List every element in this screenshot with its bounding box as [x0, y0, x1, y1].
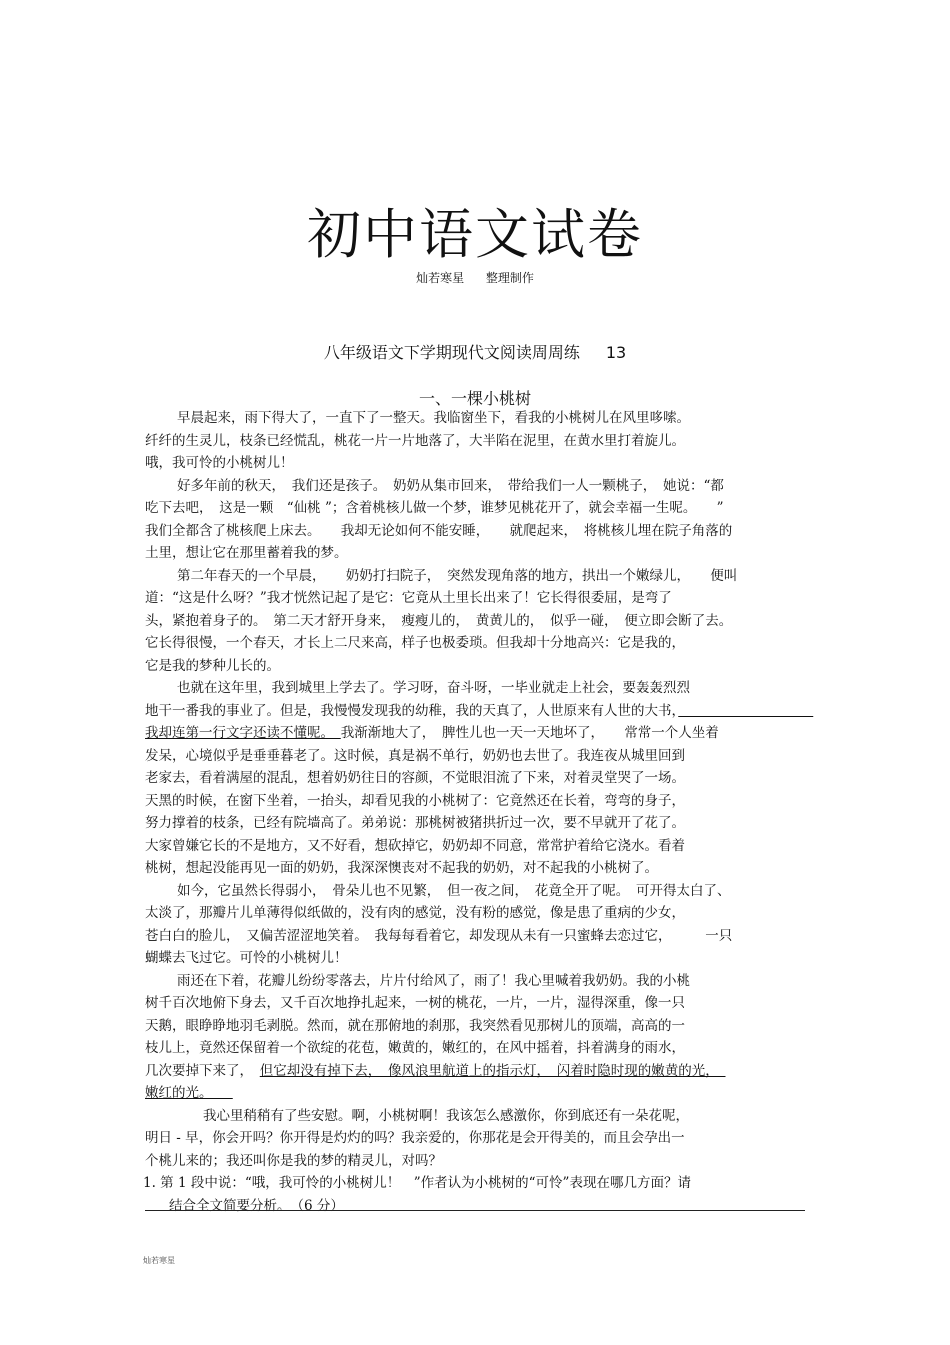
line-text: 明日 - 早，你会开吗？你开得是灼灼的吗？我亲爱的，你那花是会开得美的，而且会孕出一 [145, 1130, 685, 1146]
page-footer: 灿若寒星 [143, 1256, 175, 1265]
passage-line [145, 520, 807, 543]
passage-line [145, 902, 807, 925]
passage-line [145, 947, 807, 970]
line-text: 头，紧抱着身子的。 第二天才舒开身来， 瘦瘦儿的， 黄黄儿的， 似乎一碰， 便立即会断了去。 [145, 612, 733, 629]
passage-line [145, 1150, 807, 1173]
passage-line [145, 835, 807, 858]
line-text: 努力撑着的枝条，已经有院墙高了。弟弟说：那桃树被猪拱折过一次，要不早就开了花了。 [145, 815, 685, 831]
line-text: 老家去，看着满屋的混乱，想着奶奶往日的容颜，不觉眼泪流了下来，对着灵堂哭了一场。 [145, 770, 685, 786]
line-text: 我们全都含了桃核爬上床去。 我却无论如何不能安睡， 就爬起来， 将桃核儿埋在院子角落的 [145, 522, 733, 539]
passage-line [145, 452, 807, 475]
line-text: 哦，我可怜的小桃树儿！ [145, 455, 294, 471]
passage-line [145, 1195, 807, 1218]
passage-line [145, 722, 807, 745]
line-text: 天黑的时候，在窗下坐着，一抬头，却看见我的小桃树了：它竟然还在长着，弯弯的身子， [145, 792, 685, 809]
underlined-text: 但它却没有掉下去， 像风浪里航道上的指示灯， 闪着时隐时现的嫩黄的光， [259, 1062, 726, 1079]
passage-line [145, 1082, 807, 1105]
line-text: 好多年前的秋天， 我们还是孩子。 奶奶从集市回来， 带给我们一人一颗桃子， 她说：“都 [177, 477, 724, 494]
line-text: 天鹅，眼睁睁地羽毛剥脱。然而，就在那俯地的刹那，我突然看见那树儿的顶端，高高的一 [145, 1017, 685, 1034]
line-text: 苍白白的脸儿， 又偏苦涩涩地笑着。 我每每看着它，却发现从未有一只蜜蜂去恋过它， 一只 [145, 927, 733, 944]
line-text: 桃树，想起没能再见一面的奶奶，我深深懊丧对不起我的奶奶，对不起我的小桃树了。 [145, 860, 658, 876]
passage-line [145, 1015, 807, 1038]
line-text: 雨还在下着，花瓣儿纷纷零落去，片片付给风了，雨了！我心里喊着我奶奶。我的小桃 [177, 972, 690, 989]
passage-line [145, 790, 807, 813]
line-text: 纤纤的生灵儿，枝条已经慌乱，桃花一片一片地落了，大半陷在泥里，在黄水里打着旋儿。 [145, 432, 685, 449]
line-text: 大家曾嫌它长的不是地方，又不好看，想砍掉它，奶奶却不同意，常常护着给它浇水。看着 [145, 837, 685, 854]
passage-line [145, 475, 807, 498]
passage-line [145, 812, 807, 835]
line-text: 它长得很慢，一个春天，才长上二尺来高，样子也极委琐。但我却十分地高兴：它是我的， [145, 635, 685, 651]
line-text: 它是我的梦种儿长的。 [145, 657, 280, 674]
line-text: 发呆，心境似乎是垂垂暮老了。这时候，真是祸不单行，奶奶也去世了。我连夜从城里回到 [145, 747, 685, 764]
line-text: 太淡了，那瓣片儿单薄得似纸做的，没有肉的感觉，没有粉的感觉，像是患了重病的少女， [145, 905, 685, 921]
passage-line [145, 745, 807, 768]
passage-line [145, 880, 807, 903]
passage-line [145, 767, 807, 790]
line-text: 树千百次地俯下身去，又千百次地挣扎起来，一树的桃花，一片，一片，湿得深重，像一只 [145, 995, 685, 1011]
line-text: 蝴蝶去飞过它。可怜的小桃树儿！ [145, 950, 348, 966]
passage-line [145, 430, 807, 453]
passage-line [145, 497, 807, 520]
passage-line [145, 1105, 807, 1128]
passage-line [145, 677, 807, 700]
line-text: 土里，想让它在那里蓄着我的梦。 [145, 545, 348, 561]
line-text: 1. 第 1 段中说：“哦，我可怜的小桃树儿！ ”作者认为小桃树的“可怜”表现在哪几方面？请 [143, 1175, 691, 1191]
passage-line [145, 407, 807, 430]
line-text: 枝儿上，竟然还保留着一个欲绽的花苞，嫩黄的，嫩红的，在风中摇着，抖着满身的雨水， [145, 1040, 685, 1056]
line-text: 如今，它虽然长得弱小， 骨朵儿也不见繁， 但一夜之间， 花竟全开了呢。 可开得太白了、 [177, 882, 731, 899]
line-text: 结合全文简要分析。 （6 分） [169, 1197, 344, 1214]
exercise-number: 13 [605, 343, 627, 362]
passage-line [145, 970, 807, 993]
line-text: 个桃儿来的；我还叫你是我的梦的精灵儿，对吗？ [145, 1152, 442, 1169]
passage-line [145, 925, 807, 948]
underline-blank [678, 703, 813, 719]
passage-line [143, 1172, 807, 1195]
section-title: 一、一棵小桃树 [418, 389, 531, 408]
passage-line [145, 1127, 807, 1150]
paper-title: 初中语文试卷 [307, 203, 643, 266]
underlined-text: 我却连第一行文字还读不懂呢。 [145, 725, 341, 741]
line-text: 第二年春天的一个早晨， 奶奶打扫院子， 突然发现角落的地方，拱出一个嫩绿儿， 便叫 [177, 567, 738, 584]
passage-line [145, 565, 807, 588]
paper-subtitle: 灿若寒星 整理制作 [416, 271, 534, 285]
underlined-text: 嫩红的光。 [145, 1085, 233, 1101]
exercise-heading-text: 八年级语文下学期现代文阅读周周练 [323, 343, 580, 362]
passage-line [145, 857, 807, 880]
passage-body [145, 407, 807, 1217]
line-text: 道：“这是什么呀？”我才恍然记起了是它：它竟从土里长出来了！它长得很委屈，是弯了 [145, 590, 672, 606]
answer-line [145, 1210, 805, 1211]
passage-line [145, 655, 807, 678]
exercise-heading [0, 340, 950, 363]
passage-line [145, 587, 807, 610]
line-text: 我心里稍稍有了些安慰。啊，小桃树啊！我该怎么感激你，你到底还有一朵花呢， [203, 1107, 689, 1124]
line-text: 早晨起来，雨下得大了，一直下了一整天。我临窗坐下，看我的小桃树儿在风里哆嗦。 [177, 410, 690, 426]
line-text: 我渐渐地大了， 脾性儿也一天一天地坏了， 常常一个人坐着 [340, 725, 719, 741]
passage-line [145, 610, 807, 633]
passage-line [145, 700, 807, 723]
passage-line [145, 992, 807, 1015]
passage-line [145, 542, 807, 565]
line-text: 地干一番我的事业了。但是，我慢慢发现我的幼稚，我的天真了，人世原来有人世的大书， [145, 702, 679, 719]
passage-line [145, 632, 807, 655]
passage-line [145, 1037, 807, 1060]
line-text: 吃下去吧， 这是一颗 “仙桃 ”；含着桃核儿做一个梦，谁梦见桃花开了，就会幸福一生呢。 ” [145, 500, 724, 516]
passage-line [145, 1060, 807, 1083]
line-text: 也就在这年里，我到城里上学去了。学习呀，奋斗呀，一毕业就走上社会，要轰轰烈烈 [177, 680, 690, 696]
line-text: 几次要掉下来了， [145, 1062, 260, 1079]
